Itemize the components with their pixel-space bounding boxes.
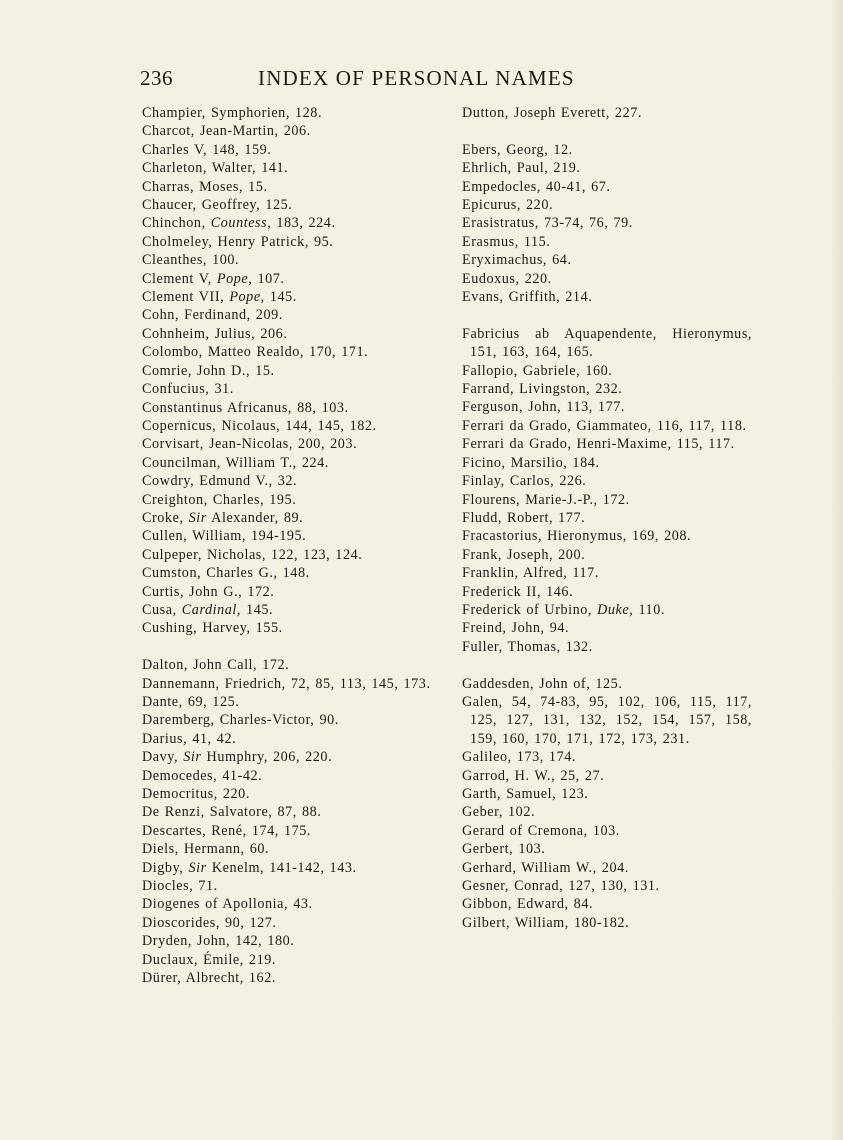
entry-text: Erasistratus, 73-74, 76, 79. bbox=[462, 215, 633, 232]
index-entry bbox=[462, 435, 752, 453]
entry-text: Ehrlich, Paul, 219. bbox=[462, 160, 581, 177]
entry-text: Dryden, John, 142, 180. bbox=[142, 933, 295, 950]
entry-text-after: 107. bbox=[252, 270, 285, 287]
entry-text: Franklin, Alfred, 117. bbox=[462, 565, 599, 582]
index-entry bbox=[142, 141, 442, 159]
index-entry bbox=[462, 288, 752, 306]
entry-text: Dalton, John Call, 172. bbox=[142, 657, 290, 674]
index-entry bbox=[462, 601, 752, 619]
index-entry bbox=[142, 914, 442, 932]
entry-text: Democritus, 220. bbox=[142, 786, 250, 803]
entry-text: Cumston, Charles G., 148. bbox=[142, 565, 310, 582]
entry-text: Galen, 54, 74-83, 95, 102, 106, 115, 117, 125, 127, 131, 132, 152, 154, 157, 158, 159, 160, 170, 171, 172, 173, 231. bbox=[462, 693, 752, 747]
entry-text: Flourens, Marie-J.-P., 172. bbox=[462, 491, 630, 508]
index-entry bbox=[462, 785, 752, 803]
entry-text: Charleton, Walter, 141. bbox=[142, 160, 289, 177]
index-entry bbox=[142, 895, 442, 913]
index-entry bbox=[462, 159, 752, 177]
index-entry bbox=[142, 472, 442, 490]
entry-text: Gilbert, William, 180-182. bbox=[462, 914, 630, 931]
index-entry bbox=[142, 546, 442, 564]
letter-group-gap bbox=[462, 122, 752, 140]
index-entry bbox=[142, 196, 442, 214]
index-entry bbox=[142, 767, 442, 785]
entry-text: De Renzi, Salvatore, 87, 88. bbox=[142, 804, 322, 821]
entry-text: Finlay, Carlos, 226. bbox=[462, 473, 587, 490]
entry-text: Ficino, Marsilio, 184. bbox=[462, 454, 600, 471]
entry-text: Frederick of Urbino, bbox=[462, 601, 598, 618]
index-entry bbox=[462, 822, 752, 840]
entry-text: Councilman, William T., 224. bbox=[142, 454, 329, 471]
entry-text: Freind, John, 94. bbox=[462, 620, 570, 637]
index-entry bbox=[462, 196, 752, 214]
index-entry bbox=[142, 270, 442, 288]
index-entry bbox=[462, 803, 752, 821]
entry-text: Chaucer, Geoffrey, 125. bbox=[142, 197, 293, 214]
index-entry bbox=[142, 325, 442, 343]
index-entry bbox=[142, 730, 442, 748]
index-entry bbox=[462, 270, 752, 288]
entry-text: Farrand, Livingston, 232. bbox=[462, 381, 623, 398]
entry-text: Croke, bbox=[142, 509, 189, 526]
index-entry bbox=[142, 454, 442, 472]
entry-italic: Cardinal, bbox=[181, 601, 241, 618]
index-entry bbox=[142, 840, 442, 858]
entry-text: Democedes, 41-42. bbox=[142, 767, 263, 784]
index-entry bbox=[142, 491, 442, 509]
index-entry bbox=[142, 306, 442, 324]
index-entry bbox=[142, 932, 442, 950]
entry-text: Curtis, John G., 172. bbox=[142, 583, 275, 600]
entry-text: Chinchon, bbox=[142, 215, 211, 232]
entry-text: Daremberg, Charles-Victor, 90. bbox=[142, 712, 339, 729]
entry-text: Epicurus, 220. bbox=[462, 197, 554, 214]
index-entry bbox=[462, 472, 752, 490]
entry-text: Culpeper, Nicholas, 122, 123, 124. bbox=[142, 546, 363, 563]
index-entry bbox=[142, 619, 442, 637]
page-header bbox=[140, 66, 620, 96]
entry-text: Dioscorides, 90, 127. bbox=[142, 914, 277, 931]
entry-text: Empedocles, 40-41, 67. bbox=[462, 178, 611, 195]
entry-text-after: 110. bbox=[633, 601, 665, 618]
entry-text: Gaddesden, John of, 125. bbox=[462, 675, 623, 692]
index-entry bbox=[142, 380, 442, 398]
entry-text: Evans, Griffith, 214. bbox=[462, 289, 593, 306]
index-entry bbox=[142, 711, 442, 729]
index-entry bbox=[142, 343, 442, 361]
entry-text-after: 145. bbox=[264, 289, 297, 306]
index-entry bbox=[462, 233, 752, 251]
index-entry bbox=[142, 675, 442, 693]
entry-italic: Duke, bbox=[597, 601, 634, 618]
entry-text: Fuller, Thomas, 132. bbox=[462, 638, 593, 655]
entry-text: Ferrari da Grado, Giammateo, 116, 117, 118. bbox=[462, 417, 747, 434]
entry-text: Diocles, 71. bbox=[142, 878, 218, 895]
entry-text: Eudoxus, 220. bbox=[462, 270, 552, 287]
entry-italic: Sir bbox=[188, 859, 207, 876]
entry-text: Gesner, Conrad, 127, 130, 131. bbox=[462, 878, 660, 895]
index-entry bbox=[462, 417, 752, 435]
index-entry bbox=[142, 435, 442, 453]
index-entry bbox=[142, 803, 442, 821]
index-entry bbox=[462, 619, 752, 637]
entry-text: Frank, Joseph, 200. bbox=[462, 546, 586, 563]
index-entry bbox=[462, 141, 752, 159]
index-column-right bbox=[462, 104, 752, 932]
entry-text: Charras, Moses, 15. bbox=[142, 178, 268, 195]
index-entry bbox=[462, 914, 752, 932]
entry-text: Cohnheim, Julius, 206. bbox=[142, 325, 288, 342]
index-entry bbox=[142, 785, 442, 803]
index-entry bbox=[142, 951, 442, 969]
entry-text: Charcot, Jean-Martin, 206. bbox=[142, 123, 311, 140]
entry-text: Dannemann, Friedrich, 72, 85, 113, 145, 173. bbox=[142, 675, 431, 692]
entry-text: Ferguson, John, 113, 177. bbox=[462, 399, 625, 416]
entry-text: Comrie, John D., 15. bbox=[142, 362, 275, 379]
entry-text: Gerbert, 103. bbox=[462, 841, 546, 858]
index-entry bbox=[142, 178, 442, 196]
index-entry bbox=[142, 233, 442, 251]
index-entry bbox=[462, 362, 752, 380]
index-entry bbox=[142, 399, 442, 417]
entry-text: Cusa, bbox=[142, 601, 182, 618]
entry-text: Gerhard, William W., 204. bbox=[462, 859, 629, 876]
entry-text: Gibbon, Edward, 84. bbox=[462, 896, 594, 913]
index-entry bbox=[462, 638, 752, 656]
index-entry bbox=[142, 583, 442, 601]
index-entry bbox=[462, 767, 752, 785]
index-entry bbox=[462, 398, 752, 416]
entry-text: Darius, 41, 42. bbox=[142, 730, 237, 747]
entry-text: Champier, Symphorien, 128. bbox=[142, 105, 323, 121]
index-entry bbox=[462, 527, 752, 545]
entry-text: Garrod, H. W., 25, 27. bbox=[462, 767, 605, 784]
entry-text-after: Humphry, 206, 220. bbox=[201, 749, 333, 766]
index-entry bbox=[142, 417, 442, 435]
entry-text: Cullen, William, 194-195. bbox=[142, 528, 307, 545]
entry-italic: Sir bbox=[183, 749, 202, 766]
index-entry bbox=[462, 454, 752, 472]
index-entry bbox=[462, 895, 752, 913]
index-entry bbox=[142, 601, 442, 619]
index-entry bbox=[462, 214, 752, 232]
index-entry bbox=[142, 693, 442, 711]
entry-text-after: Kenelm, 141-142, 143. bbox=[206, 859, 357, 876]
entry-text: Cowdry, Edmund V., 32. bbox=[142, 473, 298, 490]
entry-text-after: 183, 224. bbox=[271, 215, 336, 232]
entry-text: Galileo, 173, 174. bbox=[462, 749, 576, 766]
entry-text: Fracastorius, Hieronymus, 169, 208. bbox=[462, 528, 692, 545]
entry-text: Digby, bbox=[142, 859, 189, 876]
entry-text: Confucius, 31. bbox=[142, 381, 234, 398]
entry-text: Cleanthes, 100. bbox=[142, 252, 240, 269]
entry-text: Corvisart, Jean-Nicolas, 200, 203. bbox=[142, 436, 358, 453]
entry-text: Copernicus, Nicolaus, 144, 145, 182. bbox=[142, 417, 377, 434]
index-entry bbox=[462, 583, 752, 601]
entry-text: Dutton, Joseph Everett, 227. bbox=[462, 105, 642, 121]
index-entry bbox=[462, 877, 752, 895]
index-entry bbox=[142, 362, 442, 380]
index-entry bbox=[462, 509, 752, 527]
entry-text: Creighton, Charles, 195. bbox=[142, 491, 297, 508]
index-entry bbox=[462, 491, 752, 509]
index-entry bbox=[462, 840, 752, 858]
index-entry bbox=[142, 159, 442, 177]
entry-text-after: 145. bbox=[241, 601, 274, 618]
entry-text: Fabricius ab Aquapendente, Hieronymus, 151, 163, 164, 165. bbox=[462, 325, 752, 361]
entry-text: Fallopio, Gabriele, 160. bbox=[462, 362, 613, 379]
index-entry bbox=[462, 748, 752, 766]
entry-text: Dante, 69, 125. bbox=[142, 693, 240, 710]
index-entry bbox=[462, 104, 752, 122]
index-entry bbox=[142, 251, 442, 269]
entry-text: Davy, bbox=[142, 749, 184, 766]
entry-text: Constantinus Africanus, 88, 103. bbox=[142, 399, 349, 416]
entry-text: Descartes, René, 174, 175. bbox=[142, 822, 311, 839]
index-entry bbox=[142, 214, 442, 232]
entry-text: Colombo, Matteo Realdo, 170, 171. bbox=[142, 344, 369, 361]
page-number: 236 bbox=[140, 66, 173, 90]
entry-italic: Pope, bbox=[216, 270, 253, 287]
letter-group-gap bbox=[462, 656, 752, 674]
entry-text: Geber, 102. bbox=[462, 804, 536, 821]
entry-text: Cushing, Harvey, 155. bbox=[142, 620, 283, 637]
entry-italic: Pope, bbox=[229, 289, 265, 306]
entry-text: Fludd, Robert, 177. bbox=[462, 509, 586, 526]
entry-text: Garth, Samuel, 123. bbox=[462, 785, 589, 802]
index-entry bbox=[462, 325, 752, 362]
entry-text: Charles V, 148, 159. bbox=[142, 141, 272, 158]
entry-text: Cholmeley, Henry Patrick, 95. bbox=[142, 233, 334, 250]
entry-text: Diogenes of Apollonia, 43. bbox=[142, 896, 313, 913]
index-entry bbox=[142, 656, 442, 674]
index-entry bbox=[142, 288, 442, 306]
index-entry bbox=[142, 859, 442, 877]
entry-text: Eryximachus, 64. bbox=[462, 252, 572, 269]
index-entry bbox=[142, 822, 442, 840]
entry-text: Clement VII, bbox=[142, 289, 230, 306]
entry-text: Clement V, bbox=[142, 270, 217, 287]
entry-text: Ebers, Georg, 12. bbox=[462, 141, 573, 158]
index-entry bbox=[462, 693, 752, 748]
index-entry bbox=[142, 104, 442, 122]
index-entry bbox=[142, 509, 442, 527]
index-entry bbox=[142, 122, 442, 140]
entry-text-after: Alexander, 89. bbox=[206, 509, 304, 526]
entry-text: Gerard of Cremona, 103. bbox=[462, 822, 620, 839]
index-entry bbox=[462, 675, 752, 693]
letter-group-gap bbox=[462, 306, 752, 324]
index-entry bbox=[462, 251, 752, 269]
index-column-left bbox=[142, 104, 442, 987]
index-entry bbox=[462, 380, 752, 398]
entry-italic: Sir bbox=[188, 509, 207, 526]
entry-text: Dürer, Albrecht, 162. bbox=[142, 970, 276, 987]
index-entry bbox=[462, 859, 752, 877]
index-entry bbox=[462, 546, 752, 564]
running-title: INDEX OF PERSONAL NAMES bbox=[258, 66, 575, 90]
index-entry bbox=[462, 178, 752, 196]
index-entry bbox=[142, 748, 442, 766]
index-entry bbox=[142, 527, 442, 545]
entry-text: Cohn, Ferdinand, 209. bbox=[142, 307, 283, 324]
entry-text: Frederick II, 146. bbox=[462, 583, 574, 600]
entry-italic: Countess, bbox=[210, 215, 272, 232]
index-entry bbox=[142, 564, 442, 582]
entry-text: Diels, Hermann, 60. bbox=[142, 841, 270, 858]
entry-text: Ferrari da Grado, Henri-Maxime, 115, 117. bbox=[462, 436, 735, 453]
letter-group-gap bbox=[142, 638, 442, 656]
index-entry bbox=[142, 969, 442, 987]
page-edge bbox=[831, 0, 843, 1140]
index-entry bbox=[142, 877, 442, 895]
entry-text: Erasmus, 115. bbox=[462, 233, 551, 250]
entry-text: Duclaux, Émile, 219. bbox=[142, 951, 276, 968]
index-entry bbox=[462, 564, 752, 582]
